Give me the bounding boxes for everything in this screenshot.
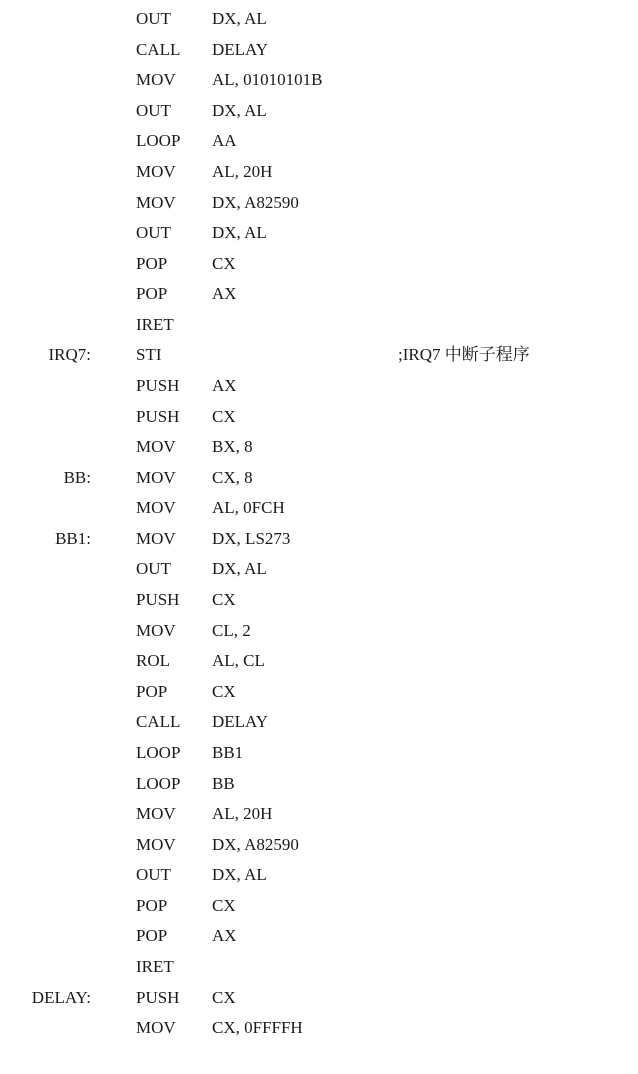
line-opcode: MOV [136,528,176,548]
line-operands: AL, 01010101B [212,70,323,90]
line-opcode: POP [136,926,168,946]
line-label: DELAY: [31,987,91,1007]
line-opcode: OUT [136,865,171,885]
line-opcode: MOV [136,161,176,181]
line-opcode: MOV [136,1018,176,1038]
line-opcode: OUT [136,100,171,120]
code-line [0,524,638,554]
code-line [0,860,638,890]
line-operands: AL, 20H [212,804,273,824]
code-line [0,371,638,401]
line-operands: AL, CL [212,651,265,671]
code-line [0,830,638,860]
code-line [0,707,638,737]
code-line [0,799,638,829]
code-line [0,554,638,584]
line-opcode: PUSH [136,590,180,609]
code-line [0,463,638,493]
code-line [0,891,638,921]
line-operands: CX [212,406,236,426]
code-line [0,65,638,95]
line-operands: AL, 20H [212,161,273,181]
line-opcode: PUSH [136,376,180,395]
line-operands: AX [212,926,237,946]
line-opcode: MOV [136,498,176,518]
code-line [0,738,638,768]
line-operands: AX [212,284,237,304]
code-line [0,340,638,370]
line-opcode: MOV [136,804,176,824]
line-operands: CX [212,987,236,1007]
code-line [0,646,638,676]
code-line [0,310,638,340]
line-operands: DX, AL [212,9,267,28]
code-line [0,921,638,951]
line-opcode: PUSH [136,406,180,426]
line-opcode: CALL [136,712,181,732]
line-opcode: POP [136,681,168,701]
line-opcode: MOV [136,620,176,640]
line-opcode: MOV [136,437,176,457]
line-operands: DELAY [212,712,269,732]
line-operands: DX, LS273 [212,528,291,548]
line-label: BB: [63,467,91,487]
line-operands: AA [212,131,237,151]
line-operands: AL, 0FCH [212,498,285,518]
line-operands: CX [212,895,236,915]
code-line [0,188,638,218]
line-opcode: OUT [136,223,171,243]
line-operands: DX, AL [212,865,267,885]
code-line [0,157,638,187]
line-opcode: IRET [136,314,174,334]
code-line [0,769,638,799]
line-opcode: POP [136,895,168,915]
code-line [0,983,638,1013]
line-operands: BX, 8 [212,437,253,457]
code-line [0,4,638,34]
line-opcode: PUSH [136,987,180,1007]
line-operands: DX, AL [212,223,267,243]
line-label: IRQ7: [48,345,91,365]
line-opcode: STI [136,345,162,365]
line-opcode: MOV [136,834,176,854]
line-opcode: POP [136,253,168,273]
line-operands: DX, AL [212,559,267,579]
code-line [0,96,638,126]
code-line [0,218,638,248]
code-line [0,952,638,982]
code-line [0,432,638,462]
line-opcode: IRET [136,957,174,976]
code-line [0,1013,638,1043]
line-opcode: OUT [136,559,171,579]
line-operands: CX, 8 [212,467,253,487]
line-opcode: MOV [136,70,176,90]
line-opcode: LOOP [136,773,181,793]
line-opcode: LOOP [136,742,181,762]
line-operands: DX, A82590 [212,192,299,212]
line-opcode: POP [136,284,168,304]
code-line [0,585,638,615]
line-operands: CX, 0FFFFH [212,1018,303,1038]
line-comment: ;IRQ7 中断子程序 [398,345,530,365]
code-line [0,616,638,646]
line-operands: DX, A82590 [212,834,299,854]
line-operands: BB1 [212,742,244,762]
line-operands: BB [212,773,235,793]
line-opcode: ROL [136,651,170,671]
code-line [0,249,638,279]
code-line [0,677,638,707]
line-operands: DX, AL [212,100,267,120]
line-opcode: MOV [136,192,176,212]
code-line [0,402,638,432]
line-opcode: OUT [136,9,171,28]
code-line [0,493,638,523]
code-line [0,126,638,156]
code-line [0,35,638,65]
line-label: BB1: [55,528,91,548]
line-operands: CX [212,253,236,273]
line-opcode: CALL [136,39,181,59]
line-operands: CX [212,681,236,701]
line-operands: CX [212,590,236,609]
line-operands: CL, 2 [212,620,251,640]
line-opcode: LOOP [136,131,181,151]
line-operands: AX [212,376,237,395]
line-opcode: MOV [136,467,176,487]
line-operands: DELAY [212,39,269,59]
code-line [0,279,638,309]
